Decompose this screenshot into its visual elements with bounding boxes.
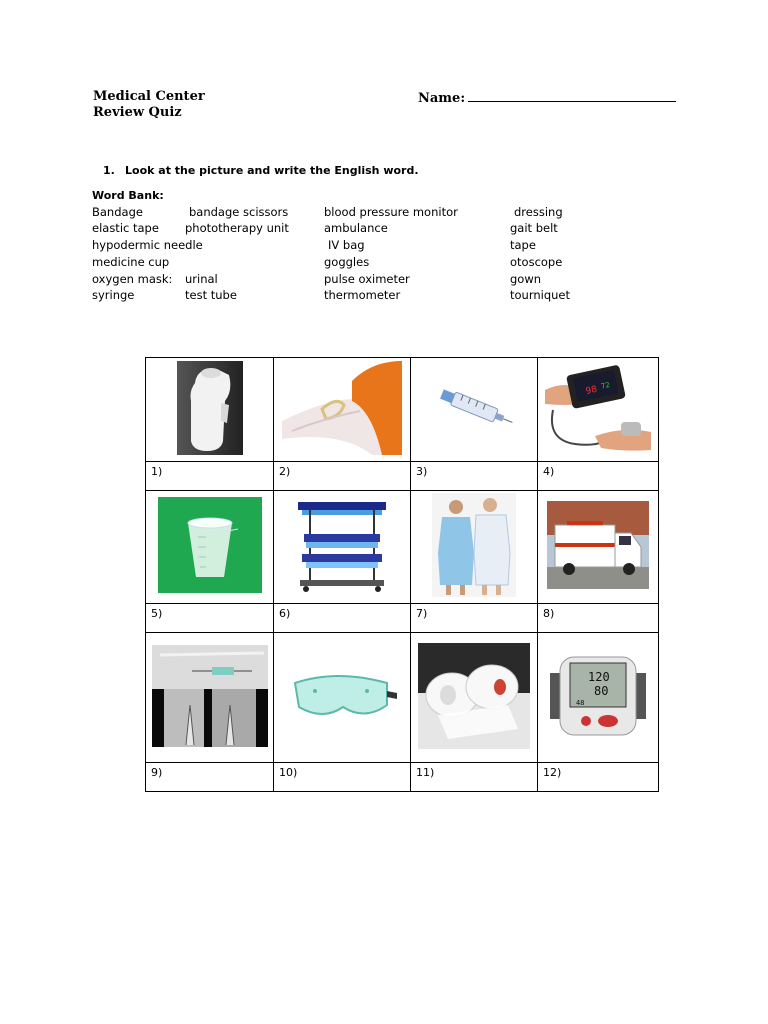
hypodermic-needle-image [152,645,268,747]
grid-cell-12 [538,633,659,763]
svg-text:48: 48 [576,698,585,707]
urinal-image [177,361,243,455]
word-bank-item: tourniquet [510,288,571,302]
word-bank-item: tape [510,238,536,252]
picture-grid [145,357,659,792]
grid-label: 2) [274,462,411,491]
grid-cell-10 [274,633,411,763]
grid-cell-7 [411,491,538,604]
grid-cell-1 [146,358,274,462]
svg-text:80: 80 [594,683,609,698]
grid-label: 12) [538,763,659,792]
word-bank-item: hypodermic needle [92,238,203,252]
name-field[interactable] [418,89,676,107]
blood-pressure-monitor-image [550,653,646,739]
grid-label: 1) [146,462,274,491]
gown-image [432,493,516,597]
grid-cell-11 [411,633,538,763]
ambulance-image [547,501,649,589]
goggles-image [287,663,397,729]
grid-label: 6) [274,604,411,633]
word-bank-item: test tube [185,288,237,302]
word-bank-item: blood pressure monitor [324,205,458,219]
word-bank-item: IV bag [328,238,365,252]
grid-cell-6 [274,491,411,604]
grid-cell-5 [146,491,274,604]
word-bank-item: ambulance [324,221,388,235]
grid-cell-8 [538,491,659,604]
question-text: Look at the picture and write the English word. [125,164,419,177]
grid-cell-3 [411,358,538,462]
phototherapy-unit-image [292,496,392,594]
svg-text:120: 120 [588,669,610,684]
word-bank-item: urinal [185,272,218,286]
word-bank-item: thermometer [324,288,401,302]
grid-label: 9) [146,763,274,792]
word-bank-item: elastic tape [92,221,159,235]
grid-label: 5) [146,604,274,633]
page-title [93,89,205,121]
svg-text:98: 98 [584,384,599,397]
word-bank-item: dressing [514,205,563,219]
grid-label: 8) [538,604,659,633]
grid-label: 4) [538,462,659,491]
word-bank-item: pulse oximeter [324,272,410,286]
word-bank-item: oxygen mask: [92,272,173,286]
word-bank-item: goggles [324,255,370,269]
word-bank-item: gait belt [510,221,558,235]
title-line-1: Medical Center [93,89,205,104]
word-bank-item: medicine cup [92,255,170,269]
name-label: Name: [418,91,466,106]
medicine-cup-image [158,497,262,593]
tape-image [418,643,530,749]
syringe-image [429,378,519,438]
grid-label: 7) [411,604,538,633]
question-number: 1. [103,164,115,177]
grid-label: 11) [411,763,538,792]
name-blank-line[interactable] [468,89,676,102]
tourniquet-image [282,361,402,455]
grid-label: 10) [274,763,411,792]
title-line-2: Review Quiz [93,105,182,120]
grid-cell-9 [146,633,274,763]
word-bank-item: phototherapy unit [185,221,289,235]
grid-cell-2 [274,358,411,462]
word-bank-title: Word Bank: [92,189,164,202]
word-bank-item: otoscope [510,255,563,269]
pulse-oximeter-image [545,360,651,456]
grid-label: 3) [411,462,538,491]
word-bank-item: bandage scissors [189,205,289,219]
word-bank-item: Bandage [92,205,143,219]
word-bank-item: syringe [92,288,135,302]
word-bank-item: gown [510,272,542,286]
svg-text:72: 72 [600,380,611,391]
grid-cell-4 [538,358,659,462]
